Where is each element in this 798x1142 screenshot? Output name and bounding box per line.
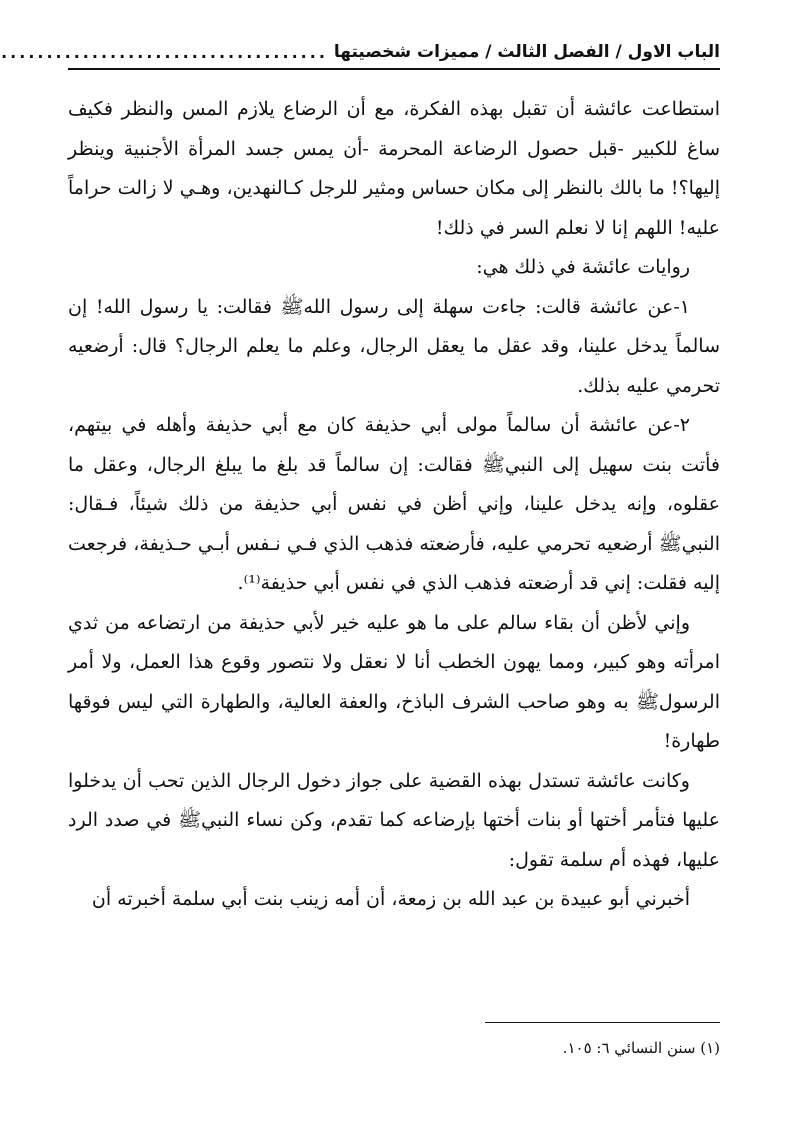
paragraph-6: وكانت عائشة تستدل بهذه القضية على جواز دخول الرجال الذين تحب أن يدخلوا عليها فتأمر أختها أو بنات أختها بإرضاعه كما تقدم، وكن نساء النبيﷺ في صدد الرد عليها، فهذه أم سلمة تقول: [68,769,720,871]
footnote: (١) سنن النسائي ٦: ١٠٥. [562,1039,720,1057]
paragraph-1: استطاعت عائشة أن تقبل بهذه الفكرة، مع أن الرضاع يلازم المس والنظر فكيف ساغ للكبير -قبل حصول الرضاعة المحرمة -أن يمس جسد المرأة الأجنبية وينظر إليها؟! ما بالك بالنظر إلى مكان حساس ومثير للرجل كـالنهدين، وهـي لا زالت حراماً عليه! اللهم إنا لا نعلم السر في ذلك! [68,98,720,239]
header-leader-dots: .................................... [1,43,328,62]
footnote-divider [485,1022,720,1023]
paragraph-3: ١-عن عائشة قالت: جاءت سهلة إلى رسول اللهﷺ فقالت: يا رسول الله! إن سالماً يدخل علينا، وقد عقل ما يعقل الرجال، وعلم ما يعلم الرجال؟ قال: أرضعيه تحرمي عليه بذلك. [68,295,720,397]
main-text [68,90,720,920]
paragraph-2: روايات عائشة في ذلك هي: [476,256,690,278]
running-header-title: الباب الاول / الفصل الثالث / مميزات شخصيتها [333,42,720,62]
paragraph-7: أخبرني أبو عبيدة بن عبد الله بن زمعة، أن أمه زينب بنت أبي سلمة أخبرته أن [91,888,690,910]
paragraph-4: ٢-عن عائشة أن سالماً مولى أبي حذيفة كان مع أبي حذيفة وأهله في بيتهم، فأتت بنت سهيل إلى النبيﷺ فقالت: إن سالماً قد بلغ ما يبلغ الرجال، وعقل ما عقلوه، وإنه يدخل علينا، وإني أظن في نفس أبي حذيفة من ذلك شيئاً، فـقال: النبيﷺ أرضعيه تحرمي عليه، فأرضعته فذهب الذي فـي نـفس أبـي حـذيفة، فرجعت إليه فقلت: إني قد أرضعته فذهب الذي في نفس أبي حذيفة⁽¹⁾. [68,414,720,594]
running-header [1,30,720,70]
paragraph-5: وإني لأظن أن بقاء سالم على ما هو عليه خير لأبي حذيفة من ارتضاعه من ثدي امرأته وهو كبير، ومما يهون الخطب أنا لا نعقل ولا نتصور وقوع هذا العمل، ولا أمر الرسولﷺ به وهو صاحب الشرف الباذخ، والعفة العالية، والطهارة التي ليس فوقها طهارة! [68,611,720,752]
